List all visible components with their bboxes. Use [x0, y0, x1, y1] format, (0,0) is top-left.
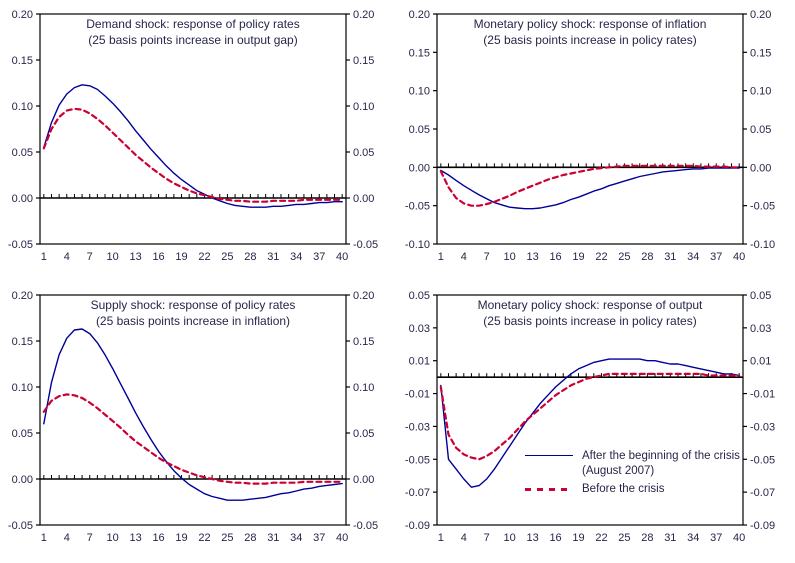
axis-tick-label: 10	[503, 251, 516, 263]
axis-tick-label: 0.10	[408, 85, 430, 98]
axis-tick-label: 4	[63, 251, 70, 263]
axis-tick-label: 0.20	[11, 9, 33, 21]
panel-title-supply-shock	[40, 297, 346, 329]
axis-tick-label: 31	[267, 251, 280, 263]
axis-tick-label: 22	[198, 532, 211, 544]
axis-tick-label: 16	[152, 532, 165, 544]
axis-tick-label: 40	[733, 251, 746, 263]
axis-tick-label: 40	[336, 532, 349, 544]
axis-tick-label: -0.05	[7, 239, 33, 251]
axis-tick-label: 0.03	[408, 322, 430, 335]
axis-tick-label: 13	[129, 532, 142, 544]
x-axis-labels	[438, 251, 746, 263]
axis-tick-label: 0.15	[11, 55, 33, 67]
axis-tick-label: 37	[710, 532, 723, 544]
axis-tick-label: -0.01	[404, 388, 430, 401]
axis-tick-label: 0.15	[353, 336, 375, 348]
legend-line-sample-after	[525, 455, 573, 456]
axis-tick-label: 4	[460, 532, 467, 544]
axis-tick-label: 13	[526, 251, 539, 263]
axis-tick-label: 16	[549, 532, 562, 544]
axis-tick-label: -0.07	[404, 487, 430, 500]
axis-tick-label: -0.05	[353, 520, 379, 532]
axis-tick-label: 7	[86, 532, 93, 544]
axis-tick-label: 1	[437, 532, 444, 544]
axis-tick-label: 19	[175, 532, 188, 544]
panel-supply-shock	[0, 281, 397, 563]
axis-tick-label: 28	[244, 251, 257, 263]
panel-title-demand-shock	[40, 16, 346, 48]
axis-tick-label: 31	[664, 532, 677, 544]
axis-tick-label: 1	[40, 532, 47, 544]
axis-tick-label: -0.09	[404, 520, 430, 532]
axis-tick-label: 0.10	[353, 382, 375, 394]
axis-tick-label: 19	[572, 532, 585, 544]
axis-tick-label: -0.03	[750, 421, 776, 434]
axis-tick-label: -0.03	[404, 421, 430, 434]
panel-title-line2: (25 basis points increase in policy rates)	[483, 314, 697, 328]
axis-tick-label: 25	[221, 251, 234, 263]
axis-tick-label: 0.05	[353, 147, 375, 159]
axis-tick-label: 40	[336, 251, 349, 263]
axis-tick-label: 0.10	[353, 101, 375, 113]
axis-tick-label: 0.15	[11, 336, 33, 348]
axis-tick-label: 0.10	[11, 101, 33, 113]
legend-label-after: After the beginning of the crisis (August 2007)	[582, 450, 740, 477]
axis-tick-label: 16	[152, 251, 165, 263]
panel-title-line2: (25 basis points increase in inflation)	[95, 314, 291, 328]
axis-tick-label: 10	[106, 532, 119, 544]
axis-tick-label: 0.00	[408, 162, 430, 175]
axis-tick-label: -0.05	[404, 454, 430, 467]
axis-tick-label: 16	[549, 251, 562, 263]
axis-tick-label: 31	[267, 532, 280, 544]
axis-tick-label: -0.05	[353, 239, 379, 251]
axis-tick-label: 0.05	[408, 290, 430, 302]
x-axis-zero-line	[40, 194, 346, 198]
axis-tick-label: -0.05	[404, 200, 430, 213]
x-axis-labels	[41, 532, 349, 544]
axis-tick-label: -0.05	[750, 200, 776, 213]
axis-tick-label: 22	[595, 251, 608, 263]
axis-tick-label: -0.05	[7, 520, 33, 532]
panel-mp-output	[397, 281, 795, 563]
axis-tick-label: 0.15	[353, 55, 375, 67]
panel-title-line1: Supply shock: response of policy rates	[90, 298, 296, 312]
axis-tick-label: 0.15	[750, 47, 772, 60]
axis-tick-label: 19	[572, 251, 585, 263]
legend-entry-before	[525, 482, 771, 497]
series-line-before	[44, 394, 342, 483]
axis-tick-label: 34	[290, 532, 303, 544]
series-line-after	[441, 168, 739, 209]
axis-tick-label: 22	[595, 532, 608, 544]
series-line-after	[44, 85, 342, 207]
axis-tick-label: 34	[290, 251, 303, 263]
axis-tick-label: -0.10	[404, 239, 430, 251]
panel-title-mp-output	[437, 297, 743, 329]
axis-tick-label: 7	[483, 532, 490, 544]
axis-tick-label: -0.07	[750, 487, 776, 500]
axis-tick-label: 0.03	[750, 322, 772, 335]
axis-tick-label: 13	[129, 251, 142, 263]
axis-tick-label: -0.01	[750, 388, 776, 401]
axis-tick-label: 34	[687, 251, 700, 263]
axis-tick-label: 34	[687, 532, 700, 544]
axis-tick-label: 28	[244, 532, 257, 544]
panel-mp-inflation	[397, 0, 795, 281]
axis-tick-label: 22	[198, 251, 211, 263]
series-line-before	[441, 374, 739, 459]
series-line-before	[441, 166, 739, 206]
plot-frame	[40, 14, 346, 244]
axis-tick-label: 4	[460, 251, 467, 263]
axis-tick-label: 1	[40, 251, 47, 263]
axis-tick-label: 28	[641, 532, 654, 544]
solid-line-icon	[525, 455, 573, 456]
panel-title-line1: Monetary policy shock: response of output	[477, 298, 703, 312]
axis-tick-label: 0.10	[11, 382, 33, 394]
y-axes	[36, 14, 350, 244]
panel-title-line1: Monetary policy shock: response of inflation	[473, 17, 707, 31]
panel-title-line1: Demand shock: response of policy rates	[86, 17, 300, 31]
axis-tick-label: 0.05	[750, 290, 772, 302]
axis-tick-label: 0.00	[11, 474, 33, 486]
axis-tick-label: 0.05	[750, 124, 772, 136]
axis-tick-label: 0.01	[750, 355, 772, 368]
axis-tick-label: -0.10	[750, 239, 776, 251]
axis-tick-label: 0.20	[750, 9, 772, 21]
axis-tick-label: 0.05	[353, 428, 375, 440]
axis-tick-label: 7	[86, 251, 93, 263]
y-axes	[433, 14, 747, 244]
legend-label-before: Before the crisis	[582, 483, 665, 495]
axis-tick-label: 4	[63, 532, 70, 544]
axis-tick-label: 0.00	[353, 474, 375, 486]
axis-tick-label: 0.00	[353, 193, 375, 205]
panel-title-line2: (25 basis points increase in policy rates)	[483, 33, 697, 47]
axis-tick-label: 37	[313, 532, 326, 544]
panel-title-line2: (25 basis points increase in output gap)	[88, 33, 298, 47]
panel-demand-shock	[0, 0, 397, 281]
axis-tick-label: 0.20	[353, 9, 375, 21]
axis-tick-label: 31	[664, 251, 677, 263]
axis-tick-label: 25	[618, 251, 631, 263]
axis-tick-label: 0.05	[11, 147, 33, 159]
axis-tick-label: 0.00	[750, 162, 772, 175]
axis-tick-label: 0.05	[408, 124, 430, 136]
axis-tick-label: 0.10	[750, 85, 772, 98]
axis-tick-label: 25	[618, 532, 631, 544]
axis-tick-label: 19	[175, 251, 188, 263]
x-axis-labels	[438, 532, 746, 544]
axis-tick-label: 13	[526, 532, 539, 544]
axis-tick-label: 37	[313, 251, 326, 263]
legend-line-sample-before	[525, 488, 573, 491]
x-axis-zero-line	[40, 475, 346, 479]
axis-tick-label: 7	[483, 251, 490, 263]
axis-tick-label: 10	[503, 532, 516, 544]
axis-tick-label: 0.20	[11, 290, 33, 302]
axis-tick-label: 40	[733, 532, 746, 544]
axis-tick-label: 0.20	[353, 290, 375, 302]
axis-tick-label: 37	[710, 251, 723, 263]
plot-frame	[437, 14, 743, 244]
axis-tick-label: 0.00	[11, 193, 33, 205]
panel-title-mp-inflation	[437, 16, 743, 48]
axis-tick-label: 0.05	[11, 428, 33, 440]
axis-tick-label: -0.09	[750, 520, 776, 532]
axis-tick-label: 1	[437, 251, 444, 263]
axis-tick-label: 25	[221, 532, 234, 544]
axis-tick-label: 0.20	[408, 9, 430, 21]
axis-tick-label: 0.01	[408, 355, 430, 368]
axis-tick-label: -0.05	[750, 454, 776, 467]
axis-tick-label: 10	[106, 251, 119, 263]
x-axis-labels	[41, 251, 349, 263]
axis-tick-label: 28	[641, 251, 654, 263]
dashed-line-icon	[525, 488, 573, 491]
legend-entry-after	[525, 449, 771, 479]
chart-legend	[525, 449, 771, 500]
axis-tick-label: 0.15	[408, 47, 430, 60]
